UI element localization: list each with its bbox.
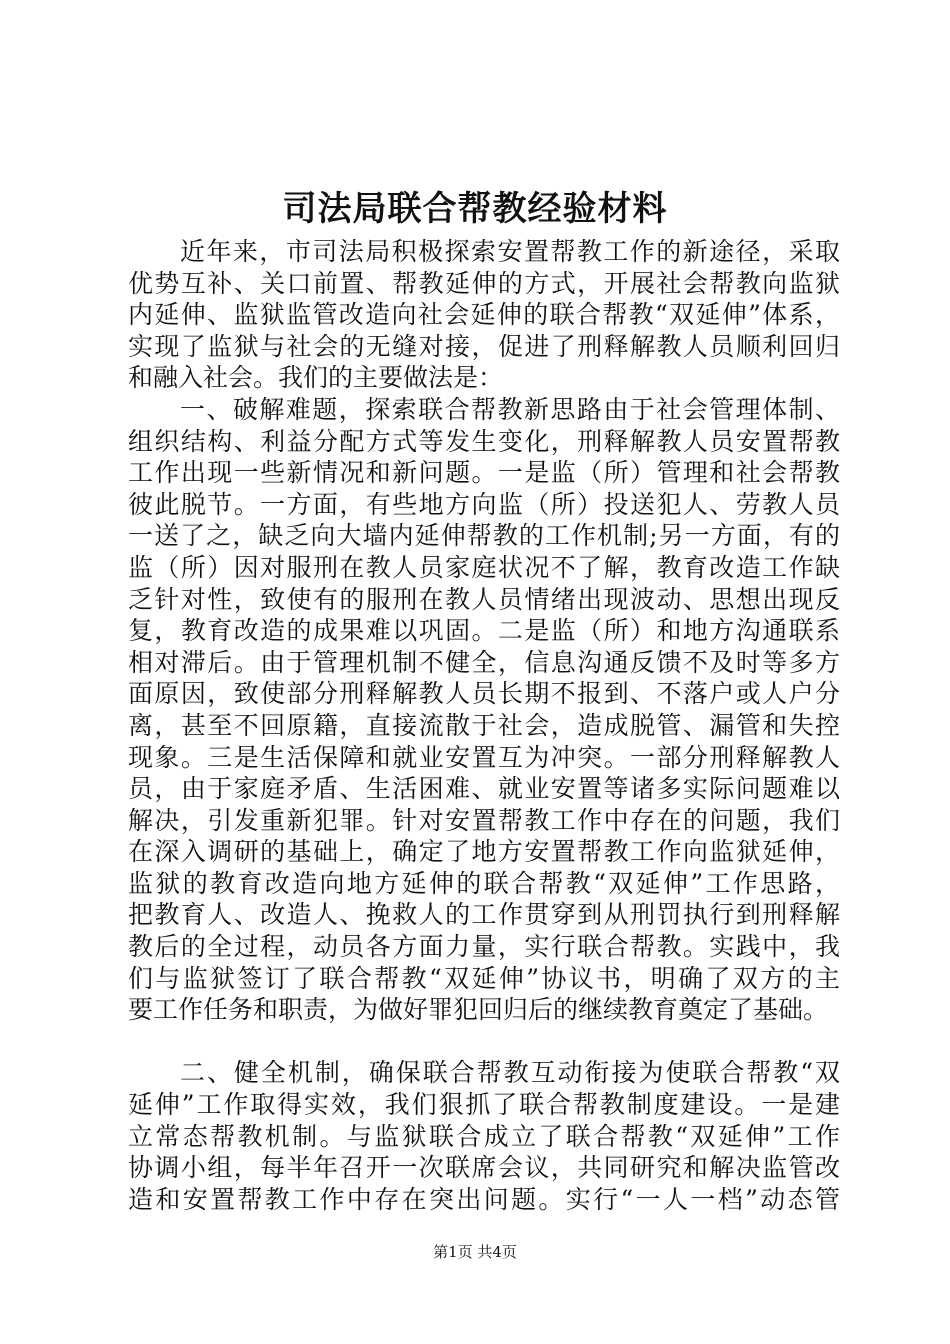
text-line: 协调小组，每半年召开一次联席会议，共同研究和解决监管改 <box>128 1153 840 1183</box>
text-line: 彼此脱节。一方面，有些地方向监（所）投送犯人、劳教人员 <box>128 489 840 519</box>
text-line: 组织结构、利益分配方式等发生变化，刑释解教人员安置帮教 <box>128 426 840 456</box>
text-line: 监狱的教育改造向地方延伸的联合帮教“双延伸”工作思路， <box>128 868 840 898</box>
text-line: 教后的全过程，动员各方面力量，实行联合帮教。实践中，我 <box>128 932 840 962</box>
text-line: 相对滞后。由于管理机制不健全，信息沟通反馈不及时等多方 <box>128 647 840 677</box>
text-line: 在深入调研的基础上，确定了地方安置帮教工作向监狱延伸， <box>128 837 840 867</box>
text-line: 造和安置帮教工作中存在突出问题。实行“一人一档”动态管 <box>128 1184 840 1214</box>
document-body <box>128 236 840 1215</box>
paragraph-intro <box>128 236 840 394</box>
text-line: 优势互补、关口前置、帮教延伸的方式，开展社会帮教向监狱 <box>128 268 840 298</box>
paragraph-section-two <box>128 1057 840 1215</box>
text-line: 工作出现一些新情况和新问题。一是监（所）管理和社会帮教 <box>128 458 840 488</box>
text-line: 面原因，致使部分刑释解教人员长期不报到、不落户或人户分 <box>128 679 840 709</box>
text-line: 和融入社会。我们的主要做法是： <box>128 363 504 393</box>
page-number-footer: 第1页 共4页 <box>433 1243 517 1261</box>
text-line: 乏针对性，致使有的服刑在教人员情绪出现波动、思想出现反 <box>128 584 840 614</box>
text-line: 要工作任务和职责，为做好罪犯回归后的继续教育奠定了基础。 <box>128 995 829 1025</box>
paragraph-spacer <box>128 1026 840 1058</box>
document-title: 司法局联合帮教经验材料 <box>282 189 668 229</box>
text-line: 近年来，市司法局积极探索安置帮教工作的新途径，采取 <box>180 237 840 266</box>
text-line: 二、健全机制，确保联合帮教互动衔接为使联合帮教“双 <box>180 1058 840 1088</box>
text-line: 内延伸、监狱监管改造向社会延伸的联合帮教“双延伸”体系， <box>128 300 840 330</box>
text-line: 延伸”工作取得实效，我们狠抓了联合帮教制度建设。一是建 <box>128 1090 840 1120</box>
text-line: 立常态帮教机制。与监狱联合成立了联合帮教“双延伸”工作 <box>128 1121 840 1151</box>
text-line: 复，教育改造的成果难以巩固。二是监（所）和地方沟通联系 <box>128 616 840 646</box>
text-line: 现象。三是生活保障和就业安置互为冲突。一部分刑释解教人 <box>128 742 840 772</box>
text-line: 员，由于家庭矛盾、生活困难、就业安置等诸多实际问题难以 <box>128 774 840 804</box>
text-line: 解决，引发重新犯罪。针对安置帮教工作中存在的问题，我们 <box>128 805 840 835</box>
text-line: 们与监狱签订了联合帮教“双延伸”协议书，明确了双方的主 <box>128 963 840 993</box>
text-line: 实现了监狱与社会的无缝对接，促进了刑释解教人员顺利回归 <box>128 331 840 361</box>
text-line: 把教育人、改造人、挽救人的工作贯穿到从刑罚执行到刑释解 <box>128 900 840 930</box>
text-line: 离，甚至不回原籍，直接流散于社会，造成脱管、漏管和失控 <box>128 710 840 740</box>
text-line: 一、破解难题，探索联合帮教新思路由于社会管理体制、 <box>180 394 840 424</box>
text-line: 一送了之，缺乏向大墙内延伸帮教的工作机制;另一方面，有的 <box>128 521 840 551</box>
paragraph-section-one <box>128 394 840 1026</box>
text-line: 监（所）因对服刑在教人员家庭状况不了解，教育改造工作缺 <box>128 552 840 582</box>
